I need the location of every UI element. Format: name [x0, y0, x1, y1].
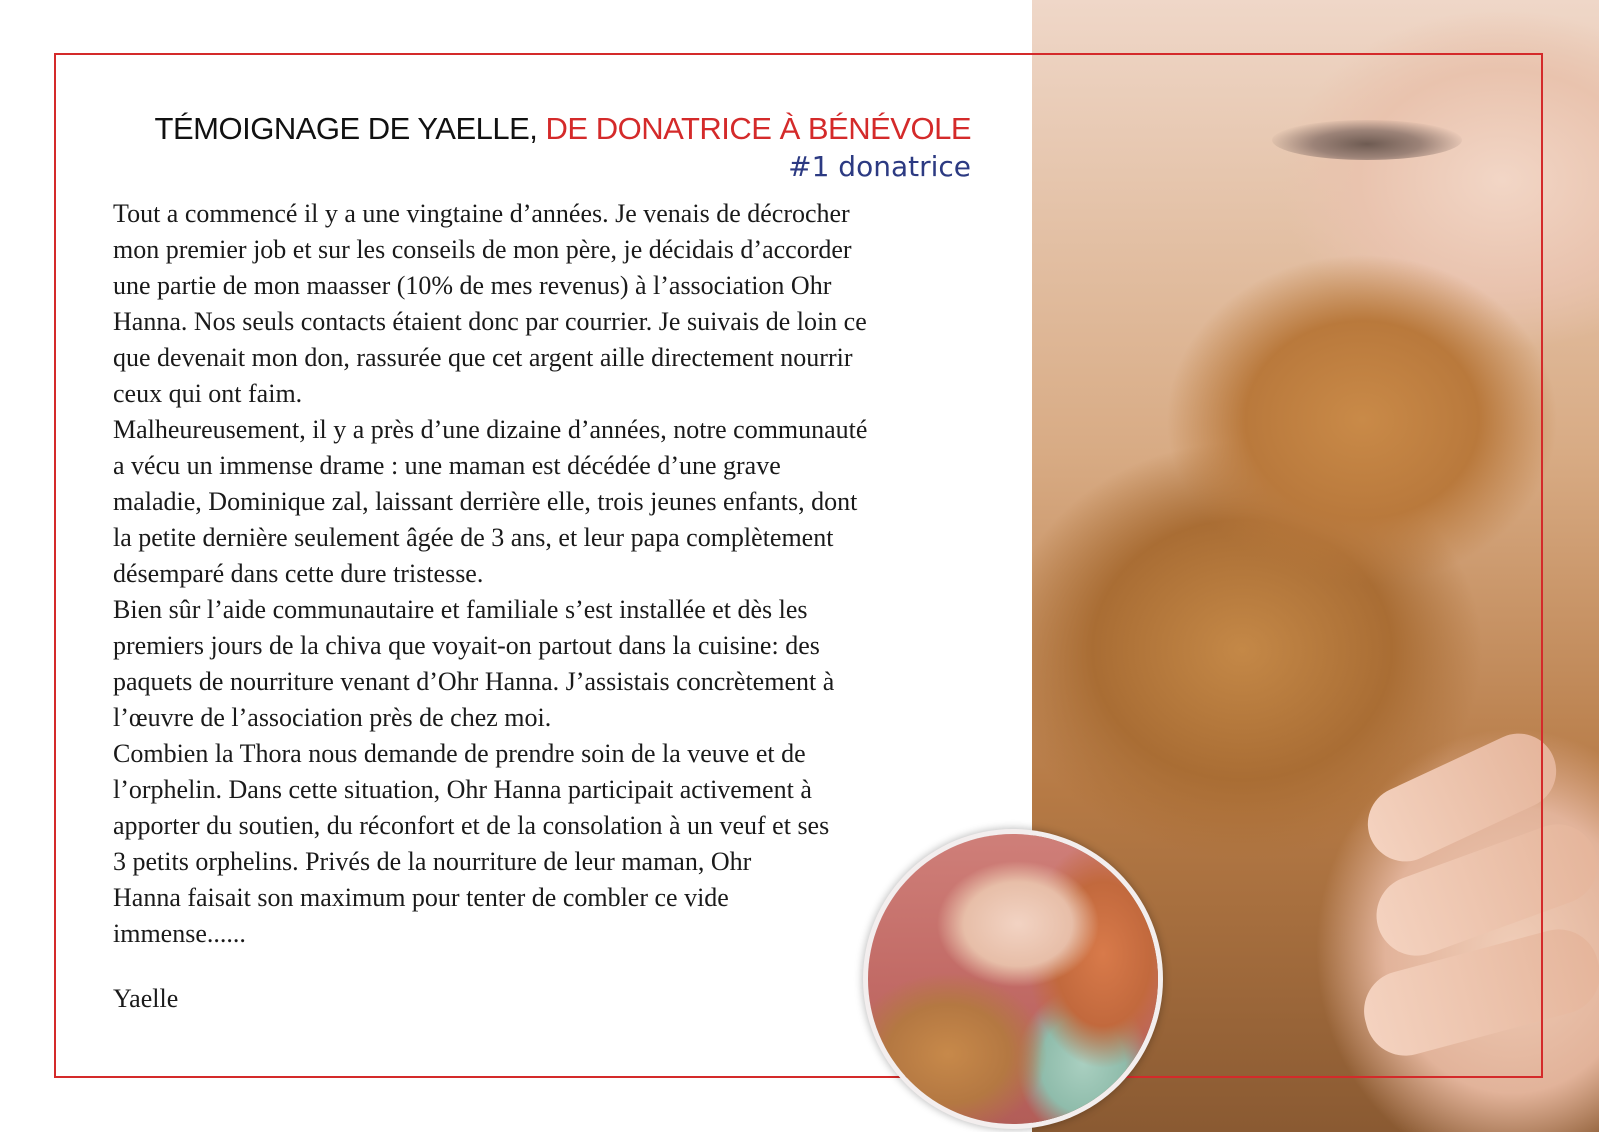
body-line: ceux qui ont faim.: [113, 379, 303, 408]
signature: Yaelle: [113, 984, 179, 1013]
body-line: Tout a commencé il y a une vingtaine d’années. Je venais de décrocher: [113, 199, 850, 228]
page-subtitle: #1 donatrice: [788, 150, 971, 183]
body-line: immense......: [113, 919, 246, 948]
title-accent: DE DONATRICE À BÉNÉVOLE: [545, 111, 971, 146]
body-line: Hanna faisait son maximum pour tenter de combler ce vide: [113, 883, 729, 912]
body-line: l’œuvre de l’association près de chez moi.: [113, 703, 552, 732]
body-line: désemparé dans cette dure tristesse.: [113, 559, 484, 588]
body-line: 3 petits orphelins. Privés de la nourriture de leur maman, Ohr: [113, 847, 752, 876]
body-line: apporter du soutien, du réconfort et de la consolation à un veuf et ses: [113, 811, 830, 840]
body-line: premiers jours de la chiva que voyait-on partout dans la cuisine: des: [113, 631, 820, 660]
body-line: Malheureusement, il y a près d’une dizaine d’années, notre communauté: [113, 415, 868, 444]
circular-inset-photo: [868, 834, 1158, 1124]
body-line: mon premier job et sur les conseils de mon père, je décidais d’accorder: [113, 235, 852, 264]
title-main: TÉMOIGNAGE DE YAELLE,: [154, 111, 546, 146]
body-line: a vécu un immense drame : une maman est décédée d’une grave: [113, 451, 781, 480]
body-line: la petite dernière seulement âgée de 3 ans, et leur papa complètement: [113, 523, 834, 552]
body-line: paquets de nourriture venant d’Ohr Hanna. J’assistais concrètement à: [113, 667, 835, 696]
photo-eye-detail: [1272, 120, 1462, 160]
body-line: Hanna. Nos seuls contacts étaient donc par courrier. Je suivais de loin ce: [113, 307, 867, 336]
body-line: Combien la Thora nous demande de prendre soin de la veuve et de: [113, 739, 806, 768]
page-title: [155, 111, 971, 147]
body-line: Bien sûr l’aide communautaire et familiale s’est installée et dès les: [113, 595, 808, 624]
body-line: l’orphelin. Dans cette situation, Ohr Hanna participait activement à: [113, 775, 812, 804]
testimonial-body: [113, 196, 973, 952]
body-line: maladie, Dominique zal, laissant derrière elle, trois jeunes enfants, dont: [113, 487, 858, 516]
body-line: que devenait mon don, rassurée que cet argent aille directement nourrir: [113, 343, 853, 372]
body-line: une partie de mon maasser (10% de mes revenus) à l’association Ohr: [113, 271, 832, 300]
